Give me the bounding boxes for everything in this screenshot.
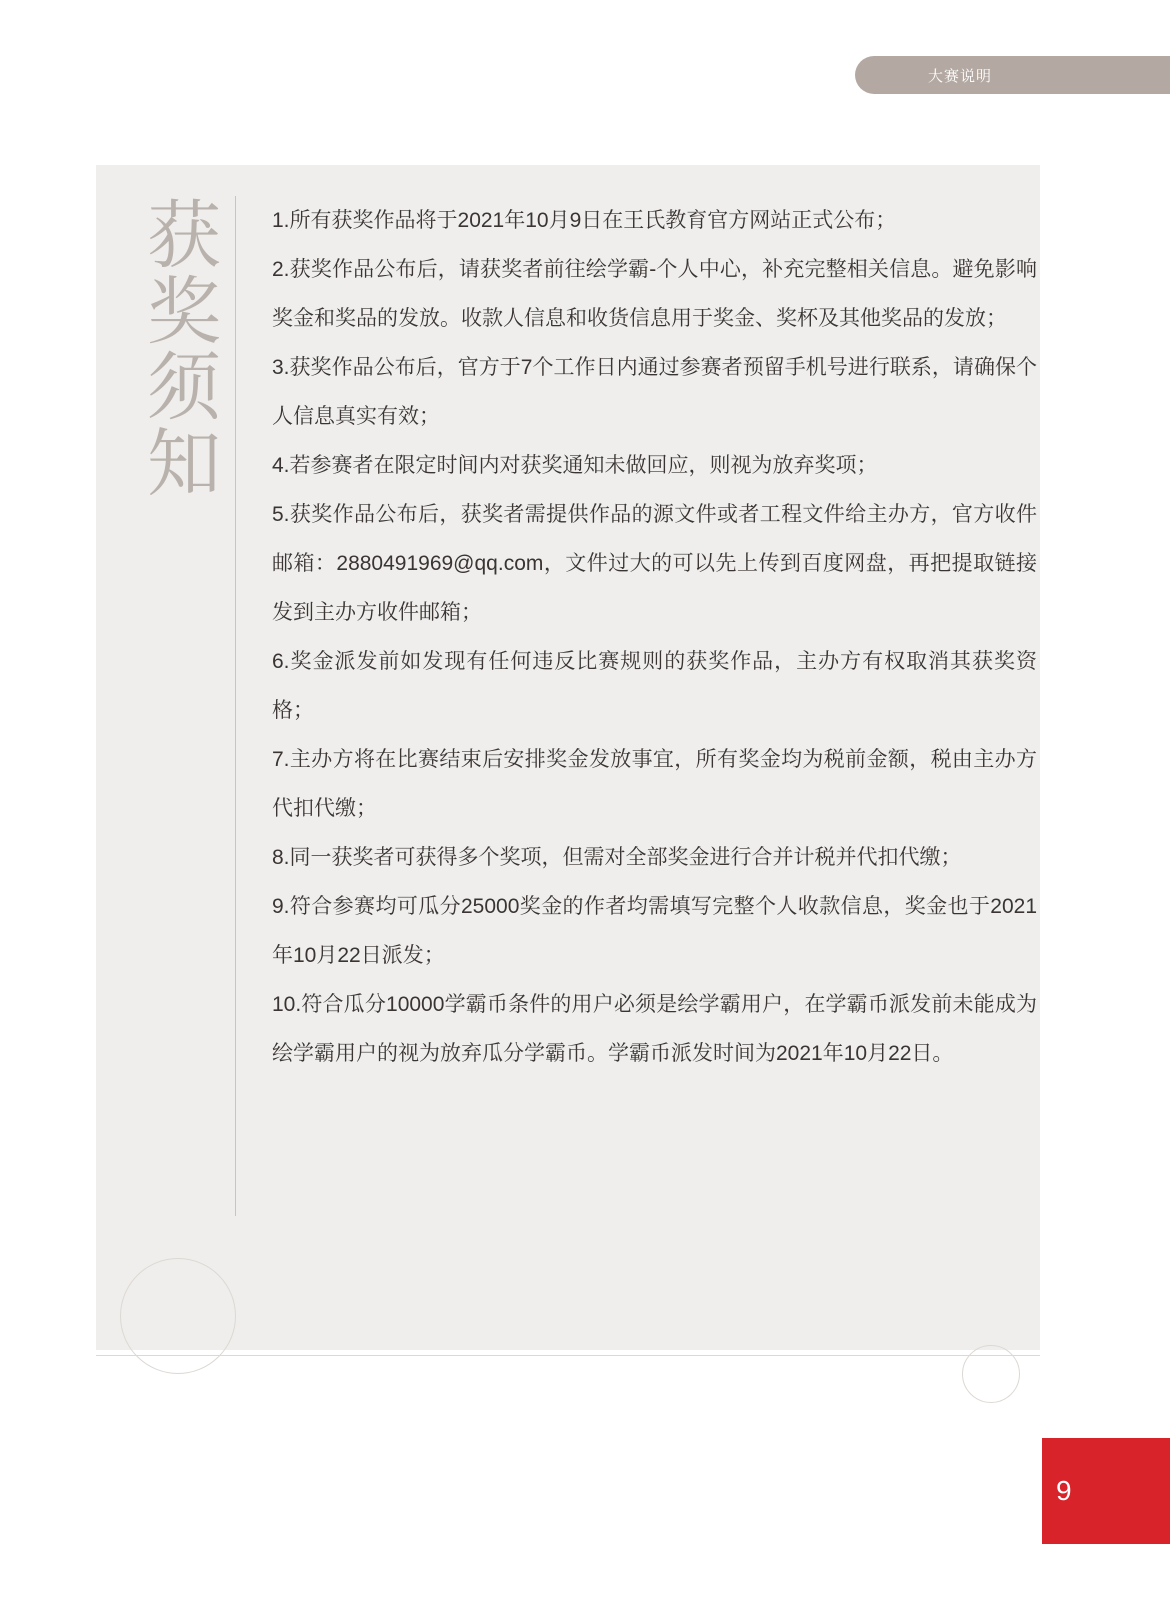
decorative-circle-small	[962, 1345, 1020, 1403]
notice-item: 4.若参赛者在限定时间内对获奖通知未做回应，则视为放弃奖项；	[272, 454, 878, 477]
notice-item: 8.同一获奖者可获得多个奖项，但需对全部奖金进行合并计税并代扣代缴；	[272, 846, 962, 869]
notice-item: 9.符合参赛均可瓜分25000奖金的作者均需填写完整个人收款信息，奖金也于2021年10月22日派发；	[272, 895, 1037, 967]
notice-item: 6.奖金派发前如发现有任何违反比赛规则的获奖作品，主办方有权取消其获奖资格；	[272, 650, 1037, 722]
notice-item: 2.获奖作品公布后，请获奖者前往绘学霸-个人中心，补充完整相关信息。避免影响奖金和奖品的发放。收款人信息和收货信息用于奖金、奖杯及其他奖品的发放；	[272, 258, 1037, 330]
notice-item: 1.所有获奖作品将于2021年10月9日在王氏教育官方网站正式公布；	[272, 209, 897, 232]
notice-item: 7.主办方将在比赛结束后安排奖金发放事宜，所有奖金均为税前金额，税由主办方代扣代缴；	[272, 748, 1037, 820]
page-number-badge	[1042, 1438, 1170, 1544]
decorative-circle-large	[120, 1258, 236, 1374]
notice-item: 3.获奖作品公布后，官方于7个工作日内通过参赛者预留手机号进行联系，请确保个人信息真实有效；	[272, 356, 1037, 428]
decorative-horizontal-rule	[96, 1355, 1040, 1356]
section-vertical-title: 获奖须知	[136, 196, 218, 500]
page-number: 9	[1056, 1475, 1072, 1506]
header-tab	[855, 56, 1170, 94]
notice-item: 10.符合瓜分10000学霸币条件的用户必须是绘学霸用户，在学霸币派发前未能成为绘学霸用户的视为放弃瓜分学霸币。学霸币派发时间为2021年10月22日。	[272, 993, 1037, 1065]
header-tab-label: 大赛说明	[927, 67, 992, 85]
notice-item: 5.获奖作品公布后，获奖者需提供作品的源文件或者工程文件给主办方，官方收件邮箱：2880491969@qq.com，文件过大的可以先上传到百度网盘，再把提取链接发到主办方收件邮箱；	[272, 503, 1037, 624]
notice-list	[272, 196, 1037, 1078]
title-body-divider	[235, 196, 236, 1216]
